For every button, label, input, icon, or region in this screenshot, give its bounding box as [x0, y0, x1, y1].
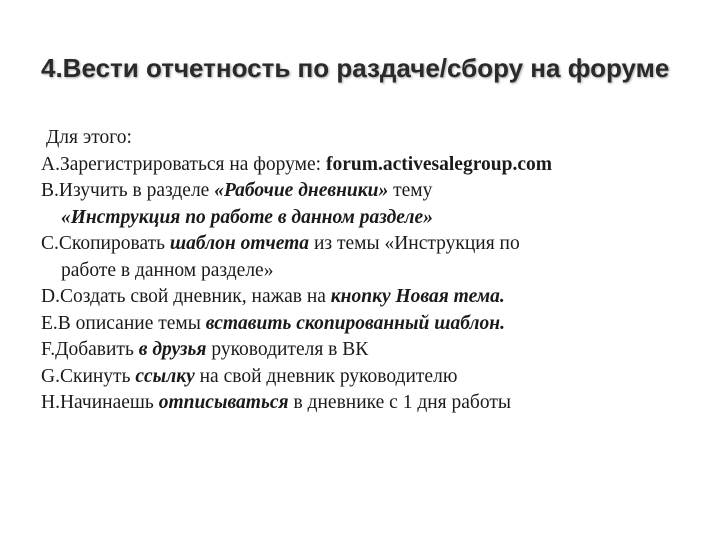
- list-item-e: [41, 311, 701, 338]
- item-g-emphasis: ссылку: [135, 365, 195, 387]
- item-g-text-2: на свой дневник руководителю: [194, 365, 458, 387]
- item-e-text: E.В описание темы: [41, 312, 206, 334]
- slide-body: [41, 125, 701, 417]
- item-h-text-2: в дневнике с 1 дня работы: [288, 392, 511, 413]
- item-c-text: C.Скопировать: [41, 233, 170, 254]
- item-b-emphasis-section: «Рабочие дневники»: [214, 180, 389, 201]
- item-c-text-2: из темы «Инструкция по: [309, 233, 520, 254]
- list-item-b: [41, 178, 701, 231]
- item-a-text: A.Зарегистрироваться на форуме:: [41, 153, 326, 175]
- list-item-d: [41, 284, 701, 311]
- item-g-text: G.Скинуть: [41, 365, 136, 387]
- item-f-text: F.Добавить: [41, 339, 139, 360]
- intro-text: Для этого:: [46, 127, 132, 148]
- item-c-emphasis: шаблон отчета: [169, 233, 310, 254]
- item-f-emphasis: в друзья: [138, 339, 207, 360]
- forum-link[interactable]: forum.activesalegroup.com: [325, 153, 552, 175]
- item-d-text: D.Создать свой дневник, нажав на: [41, 286, 331, 307]
- item-f-text-2: руководителя в ВК: [206, 339, 369, 360]
- item-h-text: H.Начинаешь: [41, 392, 159, 413]
- list-item-g: [41, 364, 701, 391]
- item-d-emphasis: кнопку Новая тема.: [330, 286, 505, 307]
- list-item-a: [41, 152, 701, 179]
- item-c-text-3: работе в данном разделе»: [61, 259, 274, 281]
- list-item-h: [41, 390, 701, 417]
- item-b-text-2: тему: [388, 180, 433, 201]
- list-item-c: [41, 231, 701, 284]
- item-b-emphasis-topic: «Инструкция по работе в данном разделе»: [61, 206, 433, 228]
- item-b-text: B.Изучить в разделе: [41, 180, 215, 201]
- item-h-emphasis: отписываться: [158, 392, 289, 413]
- item-e-emphasis: вставить скопированный шаблон.: [205, 312, 505, 334]
- list-item-f: [41, 337, 701, 364]
- slide-title: 4.Вести отчетность по раздаче/сбору на форуме: [41, 53, 670, 83]
